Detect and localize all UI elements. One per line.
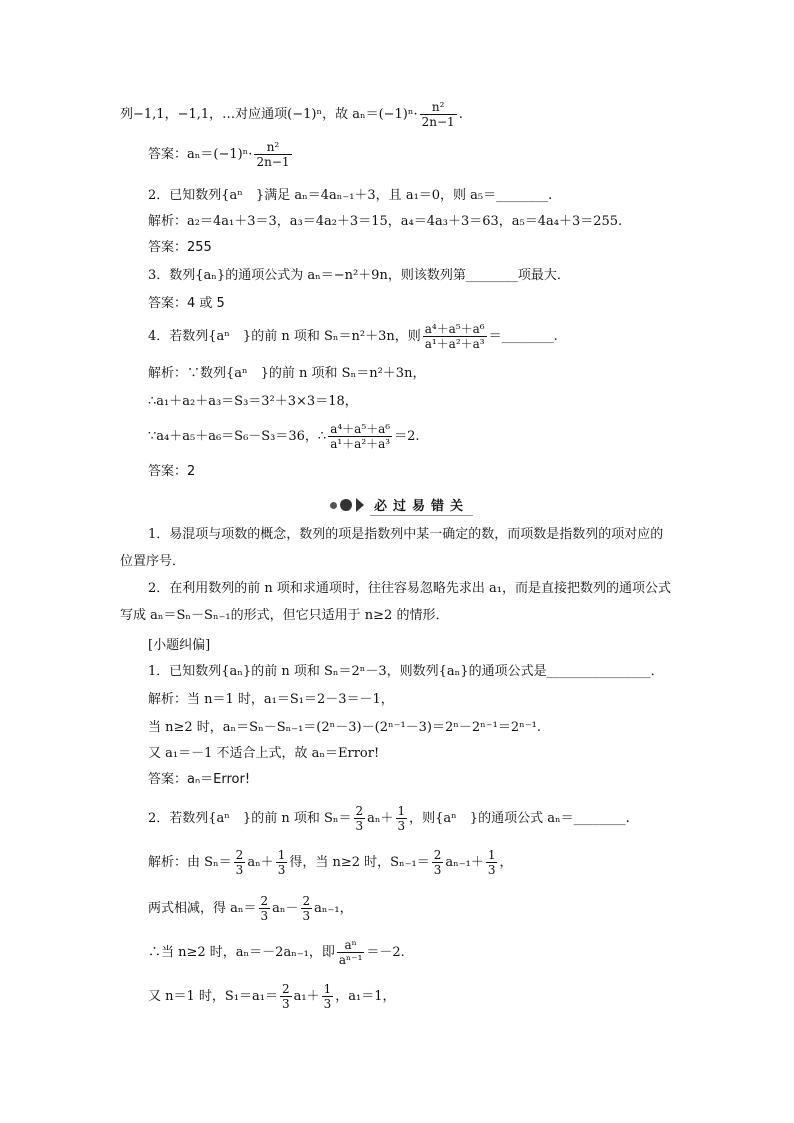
fraction-numerator: 2 — [355, 804, 364, 818]
paragraph-1: 1．易混项与项数的概念，数列的项是指数列中某一确定的数，而项数是指数列的项对应的位置序号． — [120, 527, 664, 569]
exercise-2 — [148, 804, 630, 833]
fraction-numerator: 2 — [302, 894, 311, 908]
solution-4-line-3 — [148, 422, 420, 451]
exercise-2-solution-3 — [148, 938, 405, 967]
text-run: 又 n＝1 时，S₁＝a₁＝ — [148, 989, 278, 1004]
fraction — [301, 894, 313, 923]
paragraph-2: 2．在利用数列的前 n 项和求通项时，往往容易忽略先求出 a₁，而是直接把数列的通项公式写成 aₙ＝Sₙ－Sₙ₋₁的形式，但它只适用于 n≥2 的情形． — [120, 581, 672, 623]
text-run: ∴当 n≥2 时，aₙ＝－2aₙ₋₁，即 — [148, 945, 335, 960]
text-run: ，则{aⁿ }的通项公式 aₙ＝________. — [409, 811, 630, 826]
fraction-numerator: 2 — [235, 848, 244, 862]
question-2: 2．已知数列{aⁿ }满足 aₙ＝4aₙ₋₁＋3，且 a₁＝0，则 a₅＝________. — [148, 188, 553, 203]
fraction — [322, 982, 334, 1011]
text-run: aₙ＋ — [367, 811, 394, 826]
text-run: 列−1,1，−1,1，…对应通项(−1)ⁿ，故 aₙ＝(−1)ⁿ· — [120, 107, 418, 122]
fraction-numerator: 1 — [487, 848, 496, 862]
fraction — [328, 422, 392, 451]
fraction-denominator: 3 — [355, 819, 364, 833]
text-run: ＝________. — [488, 329, 558, 344]
fraction-numerator: 1 — [397, 804, 406, 818]
solution-4-line-1: 解析：∵数列{aⁿ }的前 n 项和 Sₙ＝n²＋3n， — [148, 366, 426, 381]
fraction-denominator: 2n−1 — [421, 115, 455, 129]
fraction — [486, 848, 498, 877]
solution-2: 解析：a₂＝4a₁＋3＝3，a₃＝4a₂＋3＝15，a₄＝4a₃＋3＝63，a₅＝4a₄＋3＝255. — [148, 214, 623, 229]
exercise-1-solution-1: 解析：当 n＝1 时，a₁＝S₁＝2－3＝－1， — [148, 692, 394, 707]
fraction-numerator: a⁴＋a⁵＋a⁶ — [330, 422, 391, 436]
text-run: aₙ₋₁， — [314, 901, 353, 916]
fraction-denominator: 3 — [235, 863, 244, 877]
fraction-denominator: 3 — [260, 909, 269, 923]
text-run: ，a₁＝1， — [335, 989, 396, 1004]
text-run: ， — [499, 855, 513, 870]
fraction-denominator: 3 — [302, 909, 311, 923]
text-run: 得，当 n≥2 时，Sₙ₋₁＝ — [289, 855, 430, 870]
answer-line — [148, 140, 294, 169]
exercise-1: 1．已知数列{aₙ}的前 n 项和 Sₙ＝2ⁿ－3，则数列{aₙ}的通项公式是________________． — [148, 664, 664, 679]
fraction — [280, 982, 292, 1011]
exercise-2-solution-1 — [148, 848, 512, 877]
fraction-denominator: 2n−1 — [256, 155, 290, 169]
fraction — [234, 848, 246, 877]
text-run: ＝2. — [394, 429, 420, 444]
answer-2: 答案：255 — [148, 240, 212, 255]
fraction-denominator: 3 — [323, 997, 332, 1011]
fraction — [254, 140, 291, 169]
fraction-denominator: 3 — [433, 863, 442, 877]
fraction — [423, 322, 487, 351]
text-run: ＝－2. — [366, 945, 405, 960]
fraction — [420, 100, 457, 129]
text-run: aₙ－ — [272, 901, 299, 916]
text-run: 两式相减，得 aₙ＝ — [148, 901, 257, 916]
question-4 — [148, 322, 558, 351]
fraction-numerator: 1 — [323, 982, 332, 996]
fraction-denominator: 3 — [282, 997, 290, 1011]
subsection-title: [小题纠偏] — [148, 638, 211, 653]
fraction-denominator: 3 — [487, 863, 496, 877]
fraction-numerator: 2 — [260, 894, 269, 908]
fraction-denominator: 3 — [397, 819, 406, 833]
fraction-numerator: aⁿ — [337, 938, 365, 953]
exercise-2-solution-2 — [148, 894, 353, 923]
chevron-right-icon — [356, 498, 364, 512]
fraction — [396, 804, 408, 833]
fraction-numerator: 1 — [277, 848, 286, 862]
fraction-denominator: a¹＋a²＋a³ — [330, 437, 391, 451]
fraction — [432, 848, 444, 877]
fraction-numerator: 2 — [282, 982, 290, 996]
fraction — [276, 848, 288, 877]
fraction-denominator: a¹＋a²＋a³ — [424, 337, 485, 351]
text-run: 4．若数列{aⁿ }的前 n 项和 Sₙ＝n²＋3n，则 — [148, 329, 421, 344]
exercise-1-answer: 答案：aₙ＝Error! — [148, 772, 251, 787]
exercise-1-solution-3: 又 a₁＝－1 不适合上式，故 aₙ＝Error! — [148, 746, 380, 761]
text-line: 列−1,1，−1,1，…对应通项(−1)ⁿ，故 aₙ＝(−1)ⁿ· $\frac{\text{n²}}{2n-1}$ . — [120, 100, 463, 129]
answer-4: 答案：2 — [148, 464, 196, 479]
fraction — [259, 894, 271, 923]
large-dot-icon — [340, 499, 352, 511]
text-run: aₙ₋₁＋ — [445, 855, 484, 870]
exercise-2-solution-4 — [148, 982, 395, 1011]
answer-3: 答案：4 或 5 — [148, 296, 225, 311]
solution-4-line-2: ∴a₁＋a₂＋a₃＝S₃＝3²＋3×3＝18， — [148, 394, 358, 409]
text-run: 2．若数列{aⁿ }的前 n 项和 Sₙ＝ — [148, 811, 352, 826]
small-dot-icon — [330, 502, 337, 509]
fraction-numerator: a⁴＋a⁵＋a⁶ — [424, 322, 485, 336]
section-banner — [330, 494, 473, 516]
text-run: ∵a₄＋a₅＋a₆＝S₆－S₃＝36，∴ — [148, 429, 327, 444]
exercise-1-solution-2: 当 n≥2 时，aₙ＝Sₙ－Sₙ₋₁＝(2ⁿ－3)－(2ⁿ⁻¹－3)＝2ⁿ－2ⁿ⁻¹＝2ⁿ⁻¹. — [148, 720, 541, 735]
text-run: 解析：由 Sₙ＝ — [148, 855, 232, 870]
text-run: 答案：aₙ＝(−1)ⁿ· — [148, 147, 253, 162]
fraction-numerator: 2 — [433, 848, 442, 862]
fraction — [354, 804, 366, 833]
banner-title: 必过易错关 — [370, 495, 473, 516]
fraction-numerator: n² — [254, 140, 291, 155]
text-run: a₁＋ — [293, 989, 320, 1004]
question-3: 3．数列{aₙ}的通项公式为 aₙ＝−n²＋9n，则该数列第________项最大． — [148, 268, 570, 283]
fraction-denominator: aⁿ⁻¹ — [338, 953, 363, 967]
text-run: aₙ＋ — [247, 855, 274, 870]
fraction-numerator: n² — [420, 100, 457, 115]
fraction-denominator: 3 — [277, 863, 286, 877]
fraction — [337, 938, 365, 967]
